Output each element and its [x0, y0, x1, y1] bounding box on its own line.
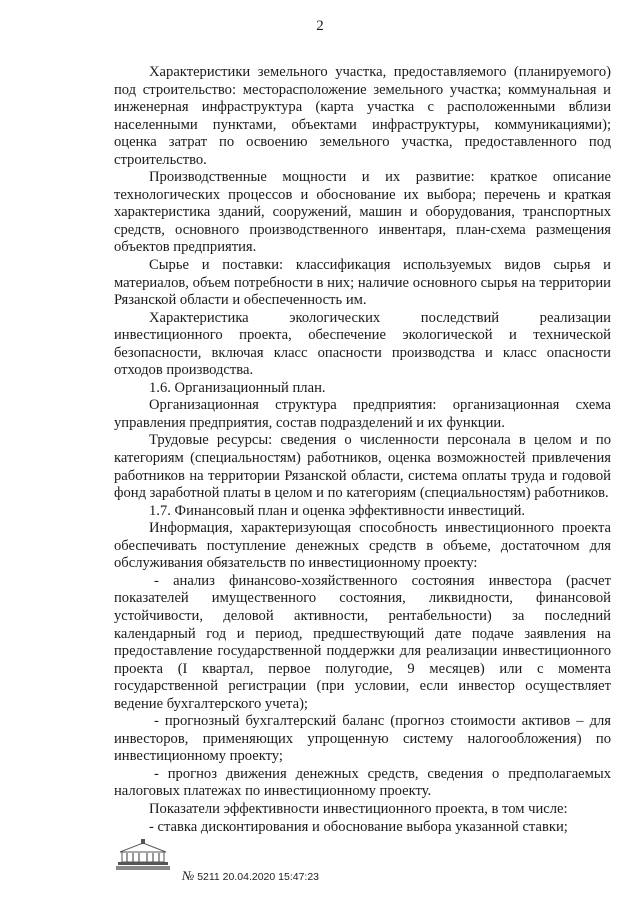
registration-stamp [182, 868, 319, 884]
registration-number-date: 5211 20.04.2020 15:47:23 [197, 871, 320, 883]
paragraph-raw-materials: Сырье и поставки: классификация используемых видов сырья и материалов, объем потребности в них; наличие основного сырья на территории Рязанской области и обеспеченность им. [114, 257, 611, 309]
registration-number-sign: № [182, 868, 195, 883]
list-item-forecast-balance: - прогнозный бухгалтерский баланс (прогноз стоимости активов – для инвесторов, применяющих упрощенную систему налогообложения) по инвестиционному проекту; [114, 713, 611, 765]
paragraph-production-capacity: Производственные мощности и их развитие: краткое описание технологических процессов и обоснование их выбора; перечень и краткая характеристика зданий, сооружений, машин и оборудования, транспортных средств, основного производственного инвентаря, план-схема размещения объектов предприятия. [114, 169, 611, 256]
section-heading-financial-plan: 1.7. Финансовый план и оценка эффективности инвестиций. [149, 502, 526, 519]
paragraph-land-plot: Характеристики земельного участка, предоставляемого (планируемого) под строительство: месторасположение земельного участка; коммунальная и инженерная инфраструктура (карта участка с расположенными вблизи населенными пунктами, объектами инфраструктуры, коммуникациями); оценка затрат по освоению земельного участка, предоставленного под строительство. [114, 64, 611, 168]
section-heading-org-plan: 1.6. Организационный план. [149, 379, 326, 396]
document-body [114, 64, 611, 836]
government-building-seal-icon [114, 838, 172, 872]
paragraph-environmental: Характеристика экологических последствий реализации инвестиционного проекта, обеспечение экологической и технической безопасности, включая класс опасности производства и класс опасности отходов производства. [114, 309, 611, 379]
paragraph-labor-resources: Трудовые ресурсы: сведения о численности персонала в целом и по категориям (специальностям) работников, оценка возможностей привлечения работников на территории Рязанской области, система оплаты труда и годовой фонд заработной платы в целом и по категориям (специальностям) работников. [114, 432, 611, 502]
paragraph-org-structure: Организационная структура предприятия: организационная схема управления предприятия, состав подразделений и их функции. [114, 397, 611, 431]
list-item-discount-rate: - ставка дисконтирования и обоснование выбора указанной ставки; [149, 818, 568, 835]
list-item-cashflow-forecast: - прогноз движения денежных средств, сведения о предполагаемых налоговых платежах по инвестиционному проекту. [114, 765, 611, 800]
page-number: 2 [316, 18, 324, 34]
paragraph-efficiency-indicators: Показатели эффективности инвестиционного проекта, в том числе: [149, 800, 568, 817]
list-item-financial-analysis: - анализ финансово-хозяйственного состояния инвестора (расчет показателей имущественного состояния, ликвидности, финансовой устойчивости, деловой активности, рентабельности) за последний календарный год и период, предшествующий дате подаче заявления на предоставление государственной поддержки для реализации инвестиционного проекта (I квартал, первое полугодие, 9 месяцев) или с момента государственной регистрации (при условии, если инвестор осуществляет ведение бухгалтерского учета); [114, 572, 611, 712]
document-footer [114, 838, 414, 888]
paragraph-cashflow-info: Информация, характеризующая способность инвестиционного проекта обеспечивать поступление денежных средств в объеме, достаточном для обслуживания обязательств по инвестиционному проекту: [114, 520, 611, 572]
